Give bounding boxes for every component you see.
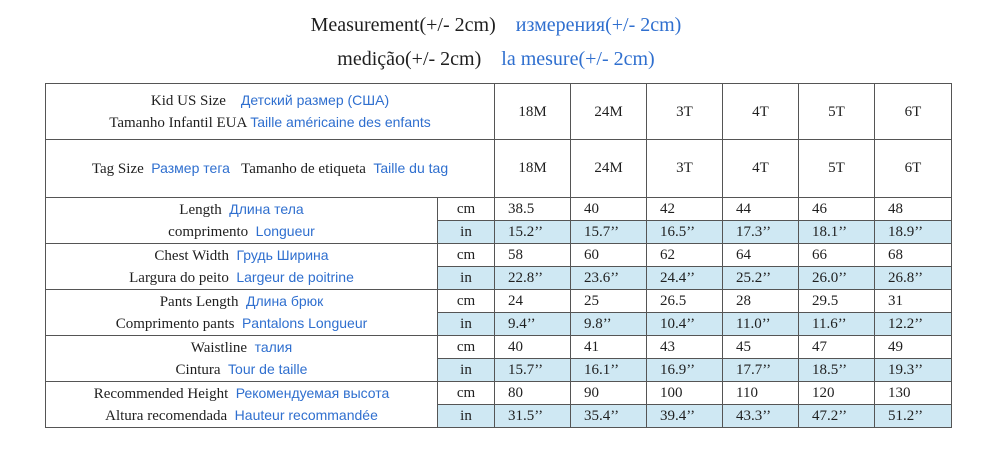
measurement-label-cell bbox=[46, 382, 438, 428]
measurement-label-fr: Pantalons Longueur bbox=[241, 314, 368, 331]
measurement-label-en: Length bbox=[179, 201, 222, 218]
size-header: 18M bbox=[495, 84, 571, 140]
value-cm: 44 bbox=[723, 198, 799, 221]
value-cm: 26.5 bbox=[647, 290, 723, 313]
measurement-rows bbox=[46, 198, 952, 428]
value-cm: 38.5 bbox=[495, 198, 571, 221]
kid-size-ru: Детский размер (США) bbox=[240, 91, 390, 108]
kid-size-en: Kid US Size bbox=[150, 92, 226, 109]
value-cm: 90 bbox=[571, 382, 647, 405]
value-cm: 28 bbox=[723, 290, 799, 313]
value-in: 17.7’’ bbox=[723, 359, 799, 382]
size-header: 6T bbox=[875, 84, 952, 140]
value-cm: 130 bbox=[875, 382, 952, 405]
size-header: 5T bbox=[799, 84, 875, 140]
value-cm: 120 bbox=[799, 382, 875, 405]
measurement-label-en: Chest Width bbox=[154, 247, 229, 264]
value-in: 19.3’’ bbox=[875, 359, 952, 382]
tag-size-fr: Taille du tag bbox=[373, 159, 449, 176]
measurement-label-pt: Comprimento pants bbox=[115, 315, 235, 332]
title-measurement-fr: la mesure(+/- 2cm) bbox=[501, 48, 655, 70]
unit-cm: cm bbox=[438, 336, 495, 359]
measurement-row-cm bbox=[46, 336, 952, 359]
measurement-row-cm bbox=[46, 290, 952, 313]
unit-cm: cm bbox=[438, 382, 495, 405]
value-in: 10.4’’ bbox=[647, 313, 723, 336]
value-in: 26.0’’ bbox=[799, 267, 875, 290]
value-cm: 41 bbox=[571, 336, 647, 359]
value-in: 18.5’’ bbox=[799, 359, 875, 382]
value-cm: 100 bbox=[647, 382, 723, 405]
value-in: 15.2’’ bbox=[495, 221, 571, 244]
measurement-label-cell bbox=[46, 336, 438, 382]
kid-size-fr: Taille américaine des enfants bbox=[250, 113, 431, 130]
value-in: 22.8’’ bbox=[495, 267, 571, 290]
measurement-label-cell bbox=[46, 198, 438, 244]
value-in: 18.1’’ bbox=[799, 221, 875, 244]
value-in: 25.2’’ bbox=[723, 267, 799, 290]
tag-size-ru: Размер тега bbox=[151, 159, 230, 176]
value-cm: 31 bbox=[875, 290, 952, 313]
value-cm: 66 bbox=[799, 244, 875, 267]
tag-size-value: 5T bbox=[799, 140, 875, 198]
value-in: 47.2’’ bbox=[799, 405, 875, 428]
measurement-label-cell bbox=[46, 244, 438, 290]
tag-size-value: 18M bbox=[495, 140, 571, 198]
measurement-row-cm bbox=[46, 382, 952, 405]
value-in: 16.9’’ bbox=[647, 359, 723, 382]
value-cm: 60 bbox=[571, 244, 647, 267]
measurement-label-ru: Длина тела bbox=[229, 200, 304, 217]
value-cm: 24 bbox=[495, 290, 571, 313]
value-in: 15.7’’ bbox=[571, 221, 647, 244]
unit-cm: cm bbox=[438, 198, 495, 221]
measurement-label-ru: Длина брюк bbox=[245, 292, 324, 309]
value-in: 26.8’’ bbox=[875, 267, 952, 290]
size-header: 24M bbox=[571, 84, 647, 140]
value-in: 35.4’’ bbox=[571, 405, 647, 428]
value-cm: 45 bbox=[723, 336, 799, 359]
value-cm: 68 bbox=[875, 244, 952, 267]
unit-in: in bbox=[438, 359, 495, 382]
measurement-label-fr: Largeur de poitrine bbox=[236, 268, 354, 285]
measurement-label-en: Recommended Height bbox=[93, 385, 229, 402]
value-cm: 62 bbox=[647, 244, 723, 267]
size-chart-table bbox=[45, 83, 952, 428]
value-in: 17.3’’ bbox=[723, 221, 799, 244]
unit-in: in bbox=[438, 313, 495, 336]
value-in: 11.0’’ bbox=[723, 313, 799, 336]
value-cm: 64 bbox=[723, 244, 799, 267]
tag-size-value: 4T bbox=[723, 140, 799, 198]
value-cm: 49 bbox=[875, 336, 952, 359]
value-cm: 48 bbox=[875, 198, 952, 221]
value-cm: 58 bbox=[495, 244, 571, 267]
unit-in: in bbox=[438, 221, 495, 244]
value-in: 11.6’’ bbox=[799, 313, 875, 336]
unit-in: in bbox=[438, 267, 495, 290]
value-in: 51.2’’ bbox=[875, 405, 952, 428]
measurement-label-pt: Cintura bbox=[175, 361, 221, 378]
value-in: 24.4’’ bbox=[647, 267, 723, 290]
value-in: 18.9’’ bbox=[875, 221, 952, 244]
kid-size-label-cell bbox=[46, 84, 495, 140]
measurement-row-cm bbox=[46, 198, 952, 221]
value-cm: 40 bbox=[495, 336, 571, 359]
value-in: 16.1’’ bbox=[571, 359, 647, 382]
title-measurement-pt: medição(+/- 2cm) bbox=[337, 48, 482, 70]
value-cm: 110 bbox=[723, 382, 799, 405]
title-measurement-ru: измерения(+/- 2cm) bbox=[515, 14, 682, 36]
value-in: 23.6’’ bbox=[571, 267, 647, 290]
value-cm: 40 bbox=[571, 198, 647, 221]
tag-size-en: Tag Size bbox=[91, 160, 144, 177]
measurement-label-fr: Tour de taille bbox=[228, 360, 308, 377]
value-cm: 80 bbox=[495, 382, 571, 405]
value-cm: 42 bbox=[647, 198, 723, 221]
measurement-label-pt: Altura recomendada bbox=[105, 407, 228, 424]
measurement-label-en: Pants Length bbox=[159, 293, 239, 310]
value-in: 12.2’’ bbox=[875, 313, 952, 336]
measurement-label-ru: Грудь Ширина bbox=[236, 246, 329, 263]
measurement-label-pt: Largura do peito bbox=[129, 269, 229, 286]
measurement-label-cell bbox=[46, 290, 438, 336]
tag-size-pt: Tamanho de etiqueta bbox=[241, 160, 366, 177]
title-line-2 bbox=[0, 48, 992, 71]
value-cm: 46 bbox=[799, 198, 875, 221]
tag-size-value: 6T bbox=[875, 140, 952, 198]
measurement-label-fr: Hauteur recommandée bbox=[234, 406, 378, 423]
measurement-label-ru: талия bbox=[254, 338, 293, 355]
value-in: 43.3’’ bbox=[723, 405, 799, 428]
tag-size-label-cell bbox=[46, 140, 495, 198]
unit-in: in bbox=[438, 405, 495, 428]
value-in: 15.7’’ bbox=[495, 359, 571, 382]
measurement-row-cm bbox=[46, 244, 952, 267]
unit-cm: cm bbox=[438, 290, 495, 313]
tag-size-value: 24M bbox=[571, 140, 647, 198]
value-in: 9.8’’ bbox=[571, 313, 647, 336]
value-cm: 25 bbox=[571, 290, 647, 313]
size-header: 3T bbox=[647, 84, 723, 140]
unit-cm: cm bbox=[438, 244, 495, 267]
value-in: 39.4’’ bbox=[647, 405, 723, 428]
measurement-label-fr: Longueur bbox=[255, 222, 315, 239]
measurement-label-pt: comprimento bbox=[168, 223, 249, 240]
tag-size-row bbox=[46, 140, 952, 198]
title-line-1 bbox=[0, 14, 992, 37]
value-cm: 47 bbox=[799, 336, 875, 359]
size-header: 4T bbox=[723, 84, 799, 140]
value-cm: 43 bbox=[647, 336, 723, 359]
kid-size-row bbox=[46, 84, 952, 140]
value-cm: 29.5 bbox=[799, 290, 875, 313]
title-measurement-en: Measurement(+/- 2cm) bbox=[310, 14, 496, 36]
tag-size-value: 3T bbox=[647, 140, 723, 198]
value-in: 16.5’’ bbox=[647, 221, 723, 244]
measurement-label-ru: Рекомендуемая высота bbox=[235, 384, 390, 401]
value-in: 31.5’’ bbox=[495, 405, 571, 428]
value-in: 9.4’’ bbox=[495, 313, 571, 336]
kid-size-pt: Tamanho Infantil EUA bbox=[109, 114, 247, 131]
measurement-label-en: Waistline bbox=[190, 339, 248, 356]
